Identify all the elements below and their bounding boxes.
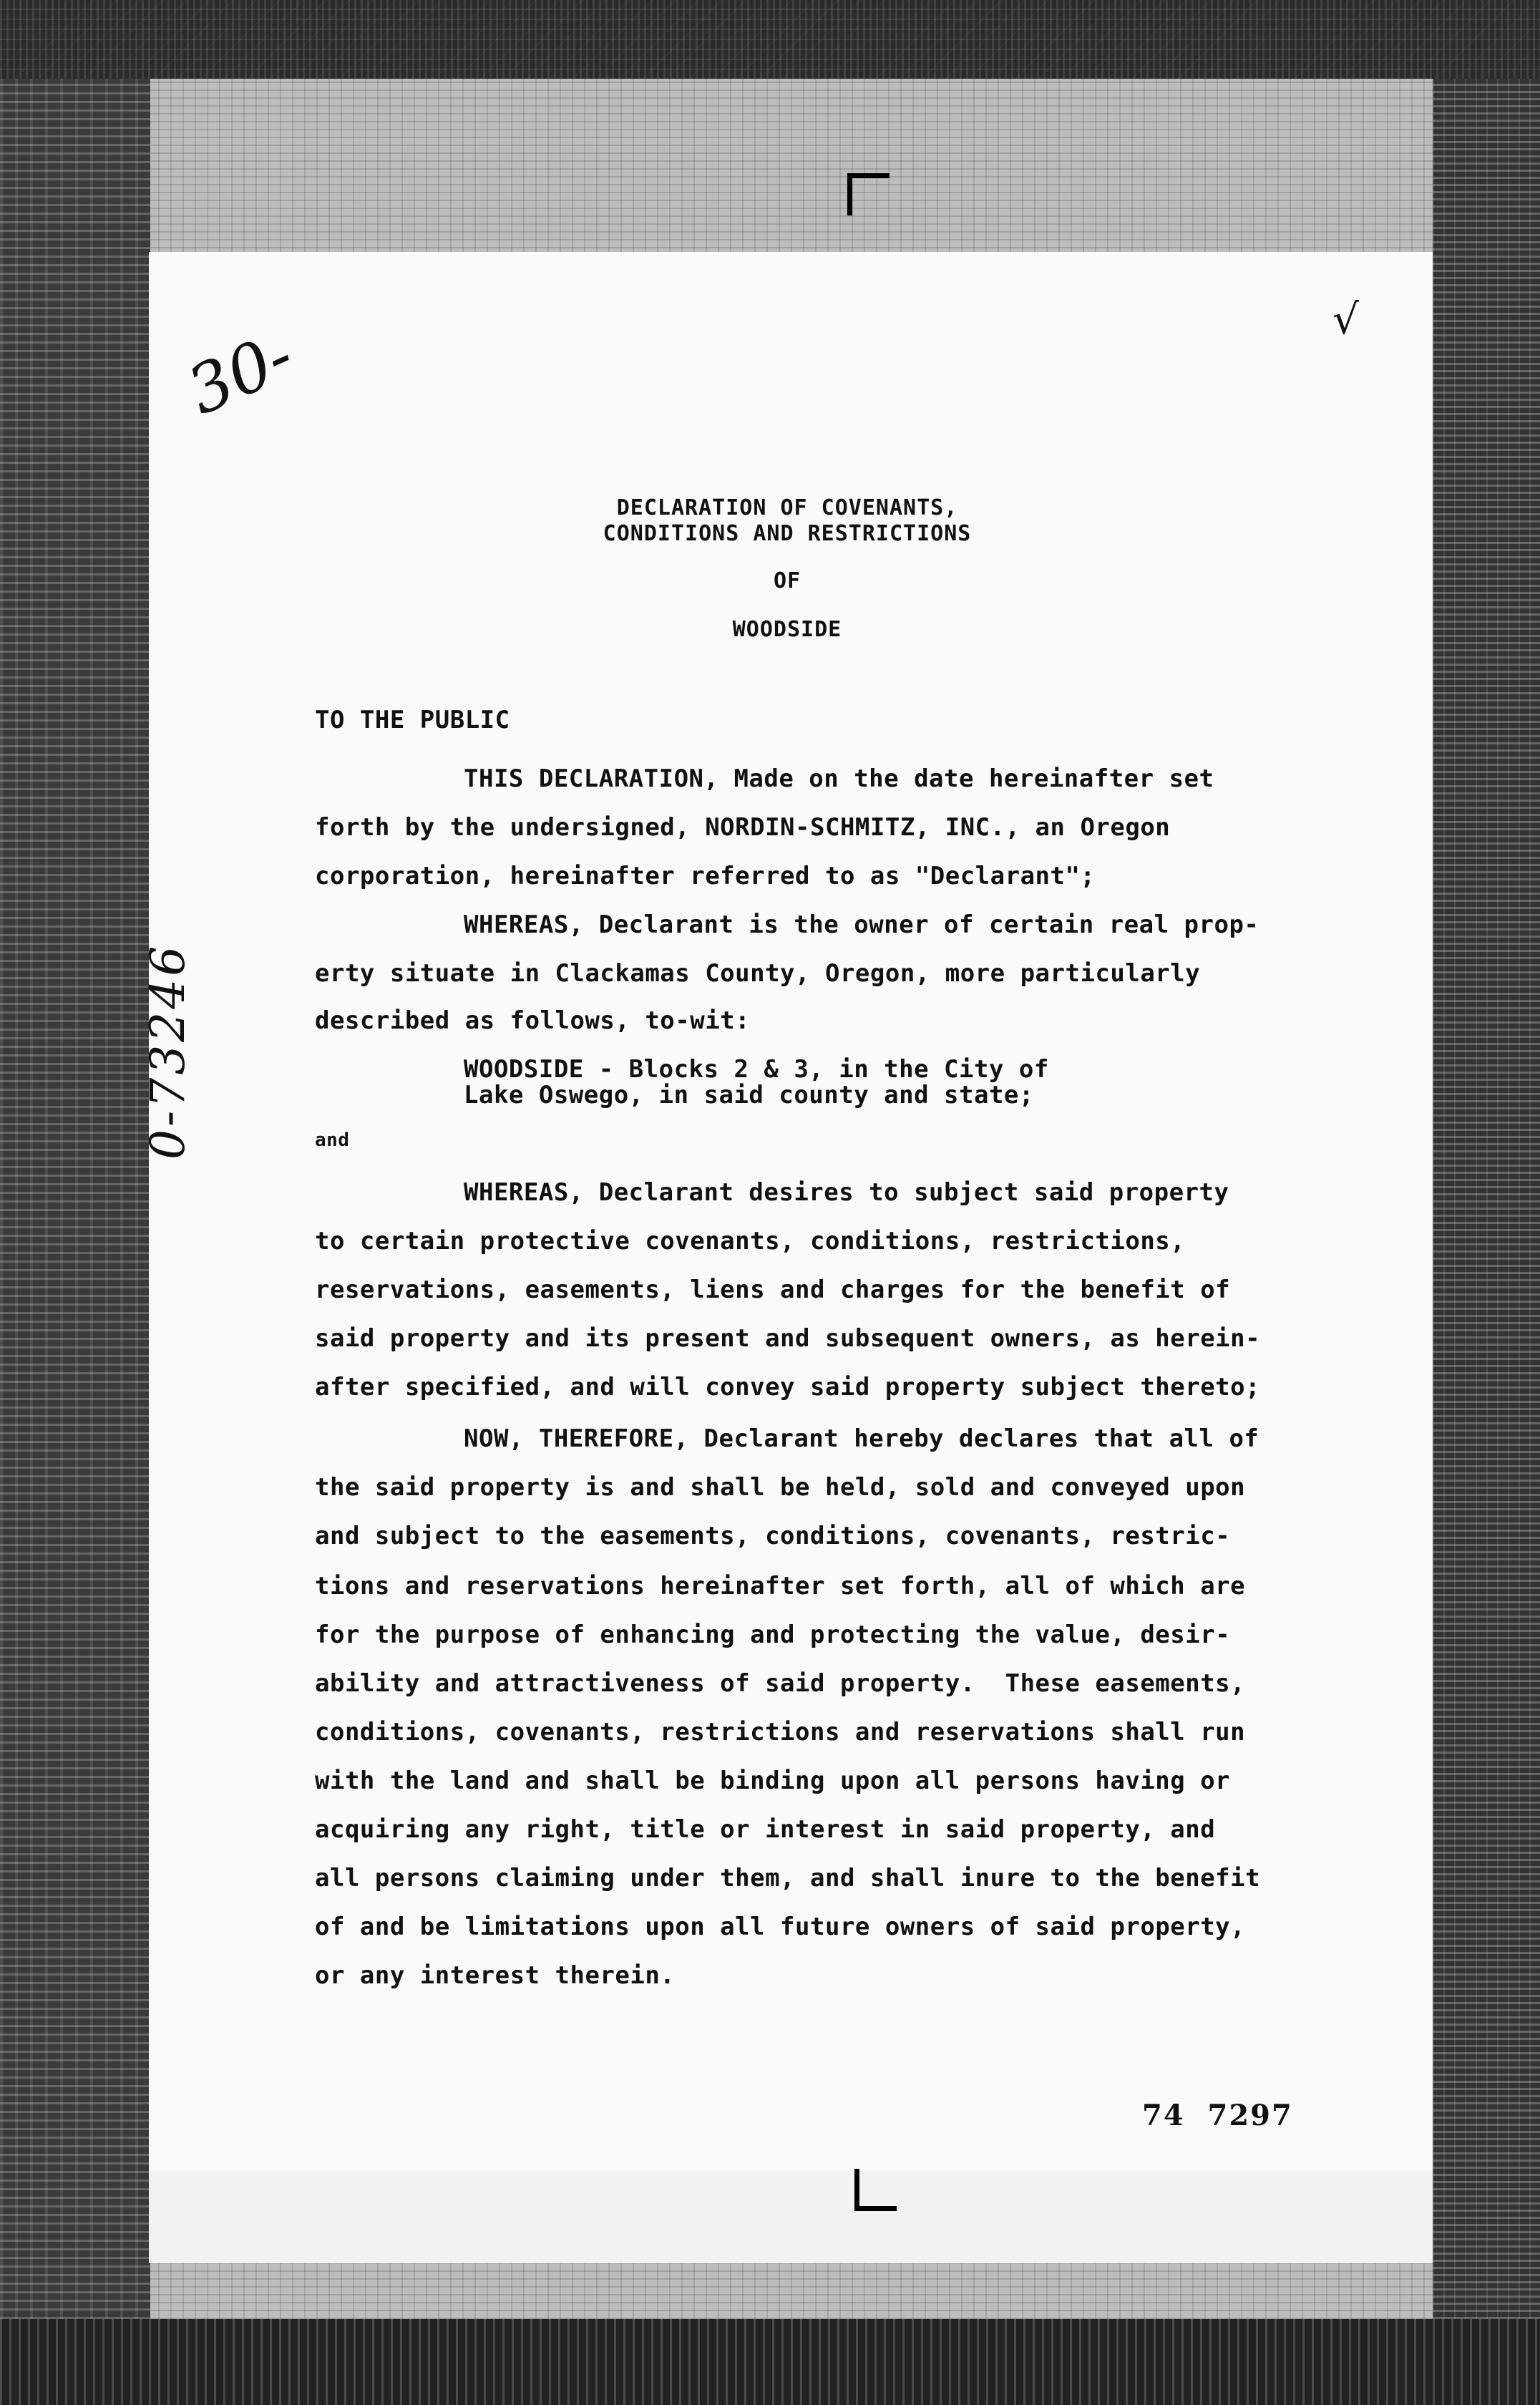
body-line: WHEREAS, Declarant desires to subject said property <box>464 1178 1229 1207</box>
title-line-4: WOODSIDE <box>732 617 842 642</box>
body-line: acquiring any right, title or interest in said property, and <box>315 1815 1216 1844</box>
body-line: with the land and shall be binding upon all persons having or <box>315 1767 1231 1795</box>
body-line: forth by the undersigned, NORDIN-SCHMITZ, INC., an Oregon <box>315 813 1171 842</box>
body-line: or any interest therein. <box>315 1961 676 1990</box>
body-line: WHEREAS, Declarant is the owner of certain real prop- <box>464 910 1259 939</box>
crop-mark-bottom <box>854 2169 897 2211</box>
crop-mark-top <box>847 173 890 215</box>
body-line: tions and reservations hereinafter set forth, all of which are <box>315 1572 1246 1600</box>
salutation: TO THE PUBLIC <box>315 706 510 734</box>
document-page-bottom <box>149 2170 1433 2263</box>
handwritten-margin-note: 0-73246 <box>140 943 195 1160</box>
title-line-3: OF <box>773 568 801 593</box>
body-line: described as follows, to-wit: <box>315 1006 751 1035</box>
body-line: corporation, hereinafter referred to as "Declarant"; <box>315 862 1096 890</box>
scan-bottom-edge <box>0 2319 1540 2405</box>
body-line: after specified, and will convey said property subject thereto; <box>315 1373 1261 1401</box>
body-line: NOW, THEREFORE, Declarant hereby declares that all of <box>464 1424 1259 1453</box>
body-line: reservations, easements, liens and charges for the benefit of <box>315 1276 1231 1304</box>
scan-right-edge <box>1433 79 1540 2319</box>
legal-description-line: WOODSIDE - Blocks 2 & 3, in the City of <box>464 1055 1049 1084</box>
legal-description-line: Lake Oswego, in said county and state; <box>464 1081 1034 1109</box>
body-line: said property and its present and subsequent owners, as herein- <box>315 1324 1261 1353</box>
body-line: THIS DECLARATION, Made on the date hereinafter set <box>464 764 1214 793</box>
body-line: for the purpose of enhancing and protecting the value, desir- <box>315 1621 1231 1649</box>
body-line: the said property is and shall be held, sold and conveyed upon <box>315 1473 1246 1502</box>
body-line: conditions, covenants, restrictions and reservations shall run <box>315 1718 1246 1746</box>
body-line: and <box>315 1129 350 1151</box>
recording-number: 74 7297 <box>1142 2099 1293 2132</box>
handwritten-page-number: 30- <box>176 316 305 430</box>
body-line: all persons claiming under them, and shall inure to the benefit <box>315 1864 1261 1893</box>
body-line: to certain protective covenants, conditions, restrictions, <box>315 1227 1186 1255</box>
body-line: erty situate in Clackamas County, Oregon, more particularly <box>315 959 1201 988</box>
body-line: and subject to the easements, conditions, covenants, restric- <box>315 1522 1231 1550</box>
scan-left-edge <box>0 79 150 2319</box>
body-line: of and be limitations upon all future owners of said property, <box>315 1913 1246 1941</box>
title-line-2: CONDITIONS AND RESTRICTIONS <box>603 521 972 546</box>
title-line-1: DECLARATION OF COVENANTS, <box>616 495 958 520</box>
handwritten-corner-mark: √ <box>1332 295 1359 344</box>
body-line: ability and attractiveness of said property. These easements, <box>315 1669 1246 1698</box>
